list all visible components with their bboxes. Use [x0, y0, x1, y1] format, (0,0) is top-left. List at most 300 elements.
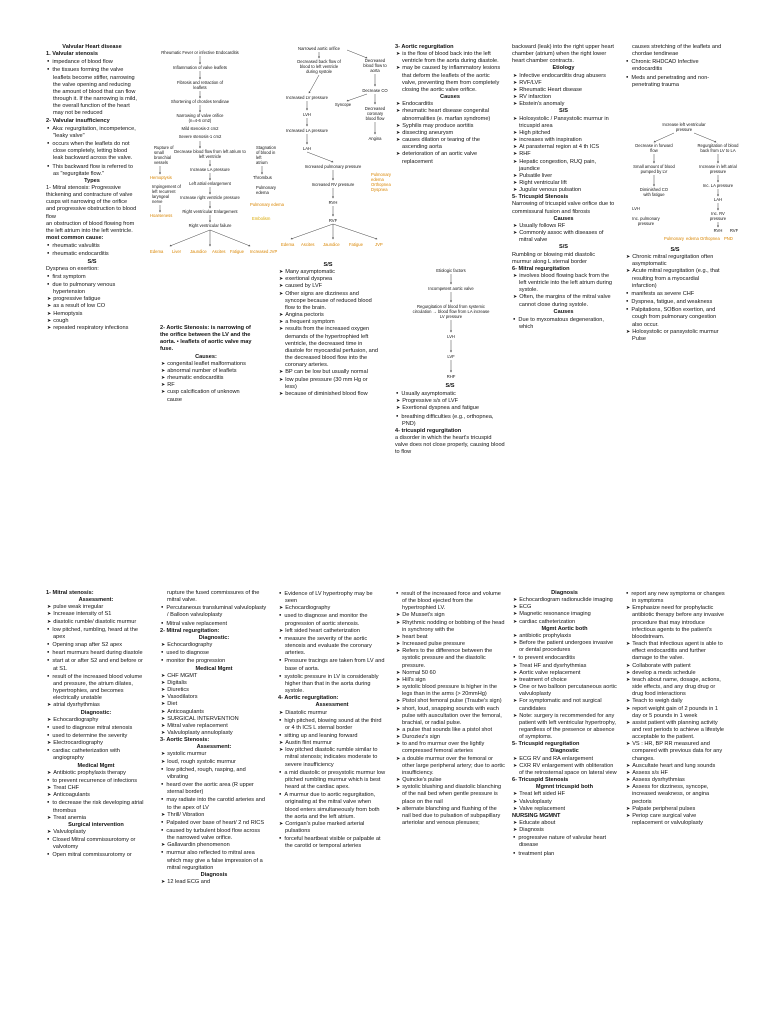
- svg-text:Embolism: Embolism: [252, 216, 271, 221]
- note-line: 2- Mitral regurgitation:: [160, 627, 220, 634]
- top-col-3-text: [278, 262, 378, 492]
- note-line: ● cardiac catheterization with angiography: [46, 747, 146, 762]
- svg-text:Fibrosis and retraction of: Fibrosis and retraction of: [176, 80, 224, 85]
- note-line: ● Open mitral commissurotomy or: [46, 851, 146, 859]
- svg-text:Decreased: Decreased: [364, 58, 386, 63]
- note-line: ➤ assist patient with planning activity and rest periods to achieve a lifestyle acceptable to the patient.: [625, 720, 725, 741]
- note-line: ➤ Hill's sign: [395, 677, 505, 684]
- note-line: ➤ Ebstein's anomaly: [512, 101, 615, 108]
- note-line: 4- Aortic regurgitation:: [278, 695, 339, 702]
- note-line: ➤ Treat left sided HF: [512, 791, 617, 798]
- note-line: Etiology: [552, 65, 575, 72]
- note-line: Surgical intervention: [68, 821, 124, 828]
- note-line: Causes: [553, 308, 574, 315]
- note-line: ➤ progressive fatigue: [46, 296, 138, 303]
- svg-text:left ventricle: left ventricle: [198, 154, 222, 159]
- svg-text:Fatigue: Fatigue: [349, 242, 363, 247]
- note-line: ➤ congenital leaflet malformations: [160, 361, 252, 368]
- note-line: rupture the fused commissures of the mitral valve.: [167, 590, 260, 604]
- svg-text:Decrease in forward: Decrease in forward: [635, 143, 673, 148]
- note-line: ➤ Echocardiography: [46, 717, 146, 724]
- note-line: ➤ develop a meds schedule: [625, 670, 725, 677]
- note-line: ➤ Valvuloplasty annuloplasty: [160, 730, 268, 737]
- note-line: ➤ cardiac catheterization: [512, 619, 617, 626]
- note-line: ➤ Valvuloplasty: [46, 829, 146, 836]
- note-line: ➤ Echocardiogram radionuclide imaging: [512, 597, 617, 604]
- svg-text:PND: PND: [724, 236, 733, 241]
- note-line: ● rheumatic valvulitis: [46, 242, 138, 250]
- note-line: ➤ CXR RV enlargement with obliteration of the retrosternal space on lateral view: [512, 763, 617, 777]
- note-line: ➤ exertional dyspnea: [278, 276, 378, 283]
- note-line: Valvular Heart disease: [62, 44, 122, 50]
- note-line: ● forceful heartbeat visible or palpable at the carotid or temporal arteries: [278, 835, 386, 850]
- svg-text:Edema: Edema: [150, 249, 164, 254]
- note-line: 5- Tricuspid Stenosis: [512, 194, 569, 201]
- note-line: ➤ Corrigan's pulse marked arterial pulsations: [278, 821, 386, 835]
- note-line: ● low pitched, rumbling, heard at the apex: [46, 626, 146, 641]
- note-line: ● first symptom: [46, 273, 138, 281]
- svg-text:Ascites: Ascites: [301, 242, 315, 247]
- svg-text:LVH: LVH: [303, 112, 311, 117]
- note-line: ➤ alternate blanching and flushing of the nail bed due to pulsation of subpapillary arteriolar and venous plexuses;: [395, 806, 505, 827]
- note-line: ➤ systolic murmur: [160, 751, 268, 758]
- note-line: ● the tissues forming the valve leaflets become stiffer, narrowing the valve opening and reducing the amount of blood that can flow through it. If the narrowing is mild, the overall function of the heart may not be reduced: [46, 66, 138, 117]
- note-line: 6- Mitral regurgitation: [512, 265, 570, 272]
- note-line: ➤ rheumatic endocarditis: [160, 375, 252, 382]
- svg-text:Diminished CO: Diminished CO: [639, 187, 669, 192]
- top-col-6-text: [625, 44, 725, 124]
- note-line: ➤ Syphilis may produce aortitis: [395, 123, 505, 130]
- svg-text:Syncope: Syncope: [334, 102, 352, 107]
- note-line: ➤ cough: [46, 318, 138, 325]
- note-line: Types: [84, 177, 100, 184]
- note-line: ➤ Note: surgery is recommended for any patient with left ventricular hypertrophy, regardless of the presence or absence of symptoms.: [512, 713, 617, 742]
- note-line: S/S: [558, 108, 569, 115]
- note-line: Causes:: [195, 353, 217, 360]
- note-line: ➤ Refers to the difference between the systolic pressure and the diastolic pressure.: [395, 648, 505, 669]
- aortic-regurgitation-flowchart: [395, 264, 507, 382]
- svg-text:Mild stenosis-2 cm2: Mild stenosis-2 cm2: [181, 126, 219, 131]
- note-line: ➤ increases with inspiration: [512, 137, 615, 144]
- note-line: ➤ Auscultate heart and lung sounds: [625, 763, 725, 770]
- note-line: ➤ low pitched diastolic rumble similar to mitral stenosis; indicates moderate to severe insufficiency: [278, 747, 386, 768]
- note-line: ➤ Aortic valve replacement: [512, 670, 617, 677]
- note-line: ➤ Emphasize need for prophylactic antibiotic therapy before any invasive procedure that may introduce infectious agents to the patient's bloodstream.: [625, 605, 725, 641]
- note-line: ➤ is the flow of blood back into the left ventricle from the aorta during diastole.: [395, 51, 505, 65]
- note-line: ➤ Magnetic resonance imaging: [512, 611, 617, 618]
- note-line: Rumbling or blowing mid diastolic murmur along L sternal border: [512, 251, 596, 265]
- note-line: ➤ systolic blood pressure is higher in the legs than in the arms (> 20mmHg): [395, 684, 505, 698]
- note-line: ➤ a frequent symptom: [278, 319, 378, 326]
- note-line: ● Palpitations, SOBon exertion, and cough from pulmonary congestion also occur.: [625, 306, 725, 328]
- svg-text:RVF: RVF: [328, 218, 338, 223]
- svg-text:flow: flow: [650, 148, 658, 153]
- svg-text:edema: edema: [256, 190, 269, 195]
- note-line: ➤ Other signs are dizziness and syncope because of reduced blood flow to the brain.: [278, 291, 378, 312]
- top-col-1: [46, 44, 138, 474]
- note-line: ➤ Hepatic congestion, RUQ pain, jaundice: [512, 159, 615, 173]
- svg-text:LVH: LVH: [447, 334, 455, 339]
- note-line: Diagnostic:: [80, 709, 112, 716]
- svg-text:Fatigue: Fatigue: [230, 249, 244, 254]
- note-line: S/S: [558, 244, 569, 251]
- note-line: ● Palpated over base of heart/ 2 nd RICS: [160, 819, 268, 827]
- note-line: backward (leak) into the right upper heart chamber (atrium) when the right lower heart chamber contracts.: [512, 44, 614, 65]
- note-line: ➤ CHF MGMT: [160, 673, 268, 680]
- note-line: ➤ rheumatic heart disease congenital abnormalities (e. marfan syndrome): [395, 108, 505, 122]
- note-line: ➤ because of diminished blood flow: [278, 391, 378, 398]
- note-line: ➤ Endocarditis: [395, 101, 505, 108]
- note-line: S/S: [670, 247, 680, 253]
- note-line: ➤ Progressive s/s of LVF: [395, 398, 505, 405]
- note-line: ➤ Diuretics: [160, 687, 268, 694]
- note-line: ● rheumatic endocarditis: [46, 250, 138, 258]
- svg-text:JVP: JVP: [375, 242, 383, 247]
- mitral-regurgitation-flowchart: [624, 120, 744, 245]
- svg-text:Angina: Angina: [368, 136, 382, 141]
- note-line: ➤ dissecting aneurysm: [395, 130, 505, 137]
- note-line: ● start at or after S2 and end before or at S1.: [46, 657, 146, 672]
- note-line: ➤ Valvuloplasty: [512, 799, 617, 806]
- note-line: Dyspnea on exertion:: [46, 265, 99, 272]
- note-line: NURSING MGMNT: [512, 812, 561, 819]
- svg-text:Decreased: Decreased: [364, 106, 386, 111]
- note-line: ● Due to myxomatous degeneration, which: [512, 316, 615, 331]
- note-line: ➤ abnormal number of leaflets: [160, 368, 252, 375]
- note-line: ● progressive nature of valvular heart disease: [512, 834, 617, 849]
- svg-text:Inflammation of valve leaflets: Inflammation of valve leaflets: [173, 65, 227, 70]
- note-line: most common cause:: [46, 235, 104, 242]
- svg-text:(n=4-6 cm2): (n=4-6 cm2): [188, 118, 212, 123]
- note-line: S/S: [87, 258, 97, 265]
- note-line: ➤ Palpate peripheral pulses: [625, 806, 725, 813]
- svg-text:back from LV to LA: back from LV to LA: [700, 148, 736, 153]
- note-line: ➤ Angina pectoris: [278, 312, 378, 319]
- svg-text:Jaundice: Jaundice: [323, 242, 340, 247]
- top-col-2-text: [160, 325, 252, 465]
- note-line: 1- Mitral stenosis: Progressive thickening and contracture of valve cusps wit narrowing of the orifice and progressive obstruction to blood flow: [46, 184, 137, 220]
- note-line: ➤ Commonly assoc with diseases of mitral valve: [512, 230, 615, 244]
- svg-text:blood flow to: blood flow to: [363, 63, 387, 68]
- svg-text:laryngeal: laryngeal: [152, 194, 169, 199]
- note-line: ➤ Before the patient undergoes invasive or dental procedures: [512, 640, 617, 654]
- aortic-stenosis-flowchart: [277, 44, 392, 259]
- note-line: a disorder in which the heart's tricuspid valve does not close properly, causing blood to flow: [395, 435, 505, 456]
- note-line: ➤ Pistol shot femoral pulse (Traube's sign): [395, 698, 505, 705]
- note-line: ➤ antibiotic prophylaxis: [512, 633, 617, 640]
- svg-text:LVF: LVF: [447, 354, 455, 359]
- note-line: ➤ Assess dysrhythmias: [625, 777, 725, 784]
- svg-text:Thrombus: Thrombus: [253, 175, 272, 180]
- note-line: ➤ as a result of low CO: [46, 303, 138, 310]
- svg-text:pressure: pressure: [637, 221, 655, 226]
- note-line: ➤ systolic blushing and diastolic blanching of the nail bed when gentle pressure is place on the nail: [395, 784, 505, 805]
- note-line: ➤ a pulse that sounds like a pistol shot: [395, 727, 505, 734]
- note-line: ➤ results from the increased oxygen demands of the hypertrophied left ventricle, the decreased time in diastole for myocardial perfusion, and the decreased blood flow into the coronary arteries.: [278, 326, 378, 369]
- note-line: ● Opening snap after S2 apex: [46, 641, 146, 649]
- svg-text:Increased JVP: Increased JVP: [250, 249, 278, 254]
- note-line: ➤ RV infarction: [512, 94, 615, 101]
- note-line: ➤ ECG: [512, 604, 617, 611]
- note-line: ● used to diagnose mitral stenosis: [46, 724, 146, 732]
- svg-text:with fatigue: with fatigue: [643, 192, 665, 197]
- note-line: ➤ High pitched: [512, 130, 615, 137]
- note-line: ● monitor the progression: [160, 657, 268, 665]
- note-line: ➤ RVF/LVF: [512, 80, 615, 87]
- svg-text:Regurgitation of blood from sy: Regurgitation of blood from systemic: [417, 304, 485, 309]
- svg-text:Inc. LA pressure: Inc. LA pressure: [702, 183, 734, 188]
- note-line: Causes: [553, 215, 574, 222]
- note-line: ● due to pulmonary venous hypertension: [46, 281, 138, 296]
- note-line: ● Percutaneous transluminal valvuloplasty / Balloon valvuloplasty: [160, 604, 268, 619]
- note-line: ● a mid diastolic or presystolic murmur low pitched rumbling murmur which is best heard at the cardiac apex.: [278, 769, 386, 791]
- note-line: ➤ Echocardiography: [278, 605, 386, 612]
- note-line: Diagnostic:: [198, 634, 230, 641]
- note-line: an obstruction of blood flowing from the left atrium into the left ventricle.: [46, 220, 135, 234]
- svg-text:edema: edema: [686, 236, 699, 241]
- svg-text:Hemoptysis: Hemoptysis: [150, 175, 172, 180]
- note-line: ➤ Usually follows RF: [512, 223, 615, 230]
- note-line: ➤ Exertional dyspnea and fatigue: [395, 405, 505, 412]
- note-line: 3- Aortic regurgitation: [395, 44, 454, 50]
- note-line: 6- Tricuspid Stenosis: [512, 777, 569, 784]
- svg-text:Incompetent aortic valve: Incompetent aortic valve: [428, 286, 474, 291]
- note-line: ● Mitral valve replacement: [160, 620, 268, 628]
- svg-text:Increased LV pressure: Increased LV pressure: [286, 95, 328, 100]
- note-line: 2- Valvular insufficiency: [46, 117, 110, 124]
- bottom-col-5: [512, 590, 617, 1024]
- note-line: ● A murmur due to aortic regurgitation, originating at the mitral valve when blood enters simultaneously from both the aorta and the left atrium.: [278, 791, 386, 821]
- svg-text:pumped by LV: pumped by LV: [640, 169, 668, 174]
- note-line: ➤ RHF: [512, 151, 615, 158]
- note-line: ● breathing difficulties (e.g., orthopnea, PND): [395, 413, 505, 428]
- note-line: ➤ Gallavardin phenomenon: [160, 842, 268, 849]
- note-line: ➤ 12 lead ECG and: [160, 879, 268, 886]
- svg-text:of blood in: of blood in: [256, 150, 276, 155]
- svg-text:Stagnation: Stagnation: [256, 145, 277, 150]
- note-line: Assessment:: [196, 744, 232, 751]
- svg-text:Pulmonary: Pulmonary: [256, 185, 277, 190]
- svg-text:Narrowed aortic orifice: Narrowed aortic orifice: [298, 46, 340, 51]
- note-line: ● impedance of blood flow: [46, 58, 138, 66]
- note-line: ➤ De Musset's sign: [395, 612, 505, 619]
- note-line: ➤ a double murmur over the femoral or other large peripheral artery; due to aortic insufficiency.: [395, 756, 505, 777]
- note-line: ➤ Acute mitral regurgitation (e.g., that resulting from a myocardial infarction): [625, 268, 725, 289]
- note-line: ➤ BP can be low but usually normal: [278, 369, 378, 376]
- svg-text:Edema: Edema: [281, 242, 295, 247]
- note-line: ➤ Treat anemia: [46, 815, 146, 822]
- note-line: ➤ Anticoagulants: [46, 792, 146, 799]
- note-line: ● manifests as severe CHF: [625, 290, 725, 298]
- note-line: ● Closed Mitral commissurotomy or valvotomy: [46, 836, 146, 851]
- svg-text:Increased RV pressure: Increased RV pressure: [311, 182, 355, 187]
- bottom-col-2: [160, 590, 268, 1024]
- top-col-5: [512, 44, 615, 492]
- svg-text:RVH: RVH: [713, 228, 723, 233]
- note-line: ➤ Often, the margins of the mitral valve cannot close during systole.: [512, 294, 615, 308]
- note-line: ➤ Digitalis: [160, 680, 268, 687]
- svg-text:Right ventricular Enlargement: Right ventricular Enlargement: [182, 209, 238, 214]
- note-line: ➤ deterioration of an aortic valve replacement: [395, 151, 505, 165]
- note-line: ➤ Assess s/s HF: [625, 770, 725, 777]
- svg-text:Hoarseness: Hoarseness: [150, 213, 173, 218]
- note-line: ➤ Assess for dizziness, syncope, increased weakness, or angina pectoris: [625, 784, 725, 805]
- svg-text:leaflets: leaflets: [193, 85, 207, 90]
- note-line: ● result of the increased blood volume and pressure, the atrium dilates, hypertrophies, and becomes electrically unstable: [46, 673, 146, 703]
- svg-text:nerve: nerve: [152, 199, 163, 204]
- svg-text:RVF: RVF: [729, 228, 739, 233]
- note-line: ➤ Increase intensity of S1: [46, 611, 146, 618]
- svg-text:Liver: Liver: [172, 249, 182, 254]
- note-line: ➤ SURGICAL INTERVENTION: [160, 716, 268, 723]
- svg-text:aorta: aorta: [370, 68, 380, 73]
- note-line: 3- Aortic Stenosis:: [160, 737, 210, 744]
- note-line: ➤ atrial dysrhythmias: [46, 702, 146, 709]
- note-line: ● to decrease the risk developing atrial thrombus: [46, 799, 146, 814]
- note-line: Diagnostic: [550, 748, 579, 755]
- note-line: ➤ At parasternal region at 4 th ICS: [512, 144, 615, 151]
- svg-text:coronary: coronary: [366, 111, 384, 116]
- bottom-col-3: [278, 590, 386, 1024]
- note-line: ➤ Thrill/ Vibration: [160, 812, 268, 819]
- svg-text:Rheumatic Fever or infective E: Rheumatic Fever or infective Endocarditis: [161, 50, 239, 55]
- note-line: Mgmnt tricuspid both: [535, 784, 594, 791]
- note-line: ➤ may be caused by inflammatory lesions that deform the leaflets of the aortic valve, preventing them from completely closing the aortic valve orifice.: [395, 65, 505, 94]
- svg-text:left recurrent: left recurrent: [152, 189, 176, 194]
- svg-text:bronchial: bronchial: [154, 155, 171, 160]
- svg-text:Severe stenosis-1 cm2: Severe stenosis-1 cm2: [178, 134, 222, 139]
- note-line: ➤ Many asymptomatic: [278, 269, 378, 276]
- svg-text:Decreased back flow of: Decreased back flow of: [297, 59, 341, 64]
- svg-text:during systole: during systole: [306, 69, 332, 74]
- note-line: ➤ heart beat: [395, 634, 505, 641]
- note-line: Narrowing of tricuspid valve orifice due to commissural fusion and fibrosis: [512, 201, 615, 215]
- svg-text:Regurgitation of blood: Regurgitation of blood: [697, 143, 739, 148]
- svg-text:edema: edema: [371, 177, 384, 182]
- note-line: ➤ pulse weak irregular: [46, 604, 146, 611]
- note-line: ● Aka: regurgitation, incompetence, "leaky valve": [46, 125, 138, 140]
- svg-text:Inc. pulmonary: Inc. pulmonary: [632, 216, 660, 221]
- svg-text:blood to left ventricle: blood to left ventricle: [299, 64, 339, 69]
- svg-text:Decrease CO: Decrease CO: [362, 88, 388, 93]
- note-line: 2- Aortic Stenosis: is narrowing of the orifice between the LV and the aorta. • leaflets of aortic valve may fuse.: [160, 325, 252, 353]
- note-line: ➤ involves blood flowing back from the left ventricle into the left atrium during systole.: [512, 273, 615, 294]
- note-line: Assessment:: [78, 597, 114, 604]
- note-line: ● to prevent recurrence of infections: [46, 777, 146, 785]
- note-line: ➤ ECG RV and RA enlargement: [512, 756, 617, 763]
- note-line: ➤ Teach to weigh daily: [625, 698, 725, 705]
- note-line: 1. Valvular stenosis: [46, 51, 98, 58]
- note-line: Assessment: [315, 702, 349, 709]
- note-line: ➤ Rheumatic Heart disease: [512, 87, 615, 94]
- svg-text:Left atrial enlargement: Left atrial enlargement: [189, 181, 231, 186]
- note-line: causes stretching of the leaflets and chordae tendineae: [632, 44, 722, 58]
- note-line: ➤ causes dilation or tearing of the ascending aorta: [395, 137, 505, 151]
- svg-text:Increased pulmonary pressure: Increased pulmonary pressure: [304, 164, 362, 169]
- note-line: ➤ left sided heart catheterization: [278, 628, 386, 635]
- note-line: ● to prevent endocarditis: [512, 654, 617, 662]
- note-line: ➤ teach about name, dosage, actions, side effects, and any drug drug or drug food interactions: [625, 677, 725, 698]
- top-col-4-text: [395, 44, 505, 266]
- note-line: ➤ Rhythmic nodding or bobbing of the head in synchrony with the: [395, 620, 505, 634]
- bottom-col-4: [395, 590, 505, 1024]
- note-line: ➤ loud, rough systolic murmur: [160, 759, 268, 766]
- note-line: ● measure the severity of the aortic stenosis and evaluate the coronary arteries.: [278, 635, 386, 657]
- svg-text:small: small: [154, 150, 164, 155]
- note-line: ➤ Collaborate with patient: [625, 663, 725, 670]
- note-line: Medical Mgmt: [195, 665, 233, 672]
- note-line: ➤ caused by LVF: [278, 283, 378, 290]
- note-line: ● used to determine the severity: [46, 732, 146, 740]
- note-line: ➤ Educate about: [512, 820, 617, 827]
- note-line: ➤ Pulsatile liver: [512, 173, 615, 180]
- note-line: ● may radiate into the carotid arteries and to the apex of LV: [160, 796, 268, 811]
- note-line: ➤ Austin flint murmur: [278, 740, 386, 747]
- top-col-4b-text: [395, 383, 505, 493]
- svg-text:pressure: pressure: [675, 127, 693, 132]
- note-line: ➤ Holosystolic or pansystolic murmur Pulse: [625, 329, 725, 343]
- svg-text:Decrease blood flow from left: Decrease blood flow from left atrium to: [174, 149, 246, 154]
- note-line: ➤ Diagnosis: [512, 827, 617, 834]
- note-line: ➤ Increased pulse pressure: [395, 641, 505, 648]
- note-line: ➤ treatment of choice: [512, 677, 617, 684]
- svg-text:LAH: LAH: [302, 146, 312, 151]
- svg-text:RVH: RVH: [328, 200, 338, 205]
- note-line: S/S: [445, 383, 455, 389]
- svg-text:Increased LA pressure: Increased LA pressure: [286, 128, 328, 133]
- note-line: ➤ Treat CHF: [46, 785, 146, 792]
- svg-text:Increase in left atrial: Increase in left atrial: [699, 164, 737, 169]
- note-line: ● Evidence of LV hypertrophy may be seen: [278, 590, 386, 605]
- svg-text:Etiologic factors: Etiologic factors: [436, 268, 466, 273]
- svg-text:Small amount of blood: Small amount of blood: [633, 164, 675, 169]
- note-line: ➤ Duroziez's sign: [395, 734, 505, 741]
- note-line: ➤ Quincke's pulse: [395, 777, 505, 784]
- note-line: ➤ Treat HF and dysrhythmias: [512, 663, 617, 670]
- svg-text:blood flow: blood flow: [365, 116, 385, 121]
- svg-text:Pulmonary: Pulmonary: [371, 172, 392, 177]
- note-line: Diagnosis: [200, 871, 228, 878]
- note-line: ➤ report weight gain of 2 pounds in 1 day or 5 pounds in 1 week: [625, 706, 725, 720]
- svg-text:Dyspnea: Dyspnea: [371, 187, 388, 192]
- note-line: ● This backward flow is referred to as "regurgitate flow.": [46, 163, 138, 178]
- note-line: ➤ repeated respiratory infections: [46, 325, 138, 332]
- note-line: Mgmt Aortic both: [541, 625, 588, 632]
- svg-text:Orthopnea: Orthopnea: [700, 236, 720, 241]
- note-line: ➤ Infective endocarditis drug abusers: [512, 73, 615, 80]
- note-line: Diagnosis: [551, 590, 578, 596]
- svg-text:LVH: LVH: [632, 206, 640, 211]
- note-line: S/S: [323, 262, 333, 268]
- note-line: 4- tricuspid regurgitation: [395, 427, 462, 434]
- svg-text:Pulmonary edema: Pulmonary edema: [250, 202, 284, 207]
- note-line: 1- Mitral stenosis:: [46, 590, 94, 596]
- svg-text:Pulmonary: Pulmonary: [664, 236, 685, 241]
- svg-text:Rupture of: Rupture of: [154, 145, 174, 150]
- note-line: ➤ Mitral valve replacement: [160, 723, 268, 730]
- note-line: ➤ Chronic mitral regurgitation often asymptomatic: [625, 254, 725, 268]
- note-line: ● Usually asymptomatic: [395, 390, 505, 398]
- note-line: ● report any new symptoms or changes in symptoms: [625, 590, 725, 605]
- bottom-col-1: [46, 590, 146, 1024]
- note-line: ● result of the increased force and volume of the blood ejected from the hypertrophied LV.: [395, 590, 505, 612]
- note-line: ➤ Echocardiography: [160, 642, 268, 649]
- svg-text:Impingement of: Impingement of: [152, 184, 181, 189]
- note-line: ➤ Hemoptysis: [46, 311, 138, 318]
- svg-text:Increase left ventricular: Increase left ventricular: [662, 122, 706, 127]
- note-line: Causes: [440, 94, 460, 101]
- note-line: ● occurs when the leaflets do not close completely, letting blood leak backward across the valve.: [46, 140, 138, 162]
